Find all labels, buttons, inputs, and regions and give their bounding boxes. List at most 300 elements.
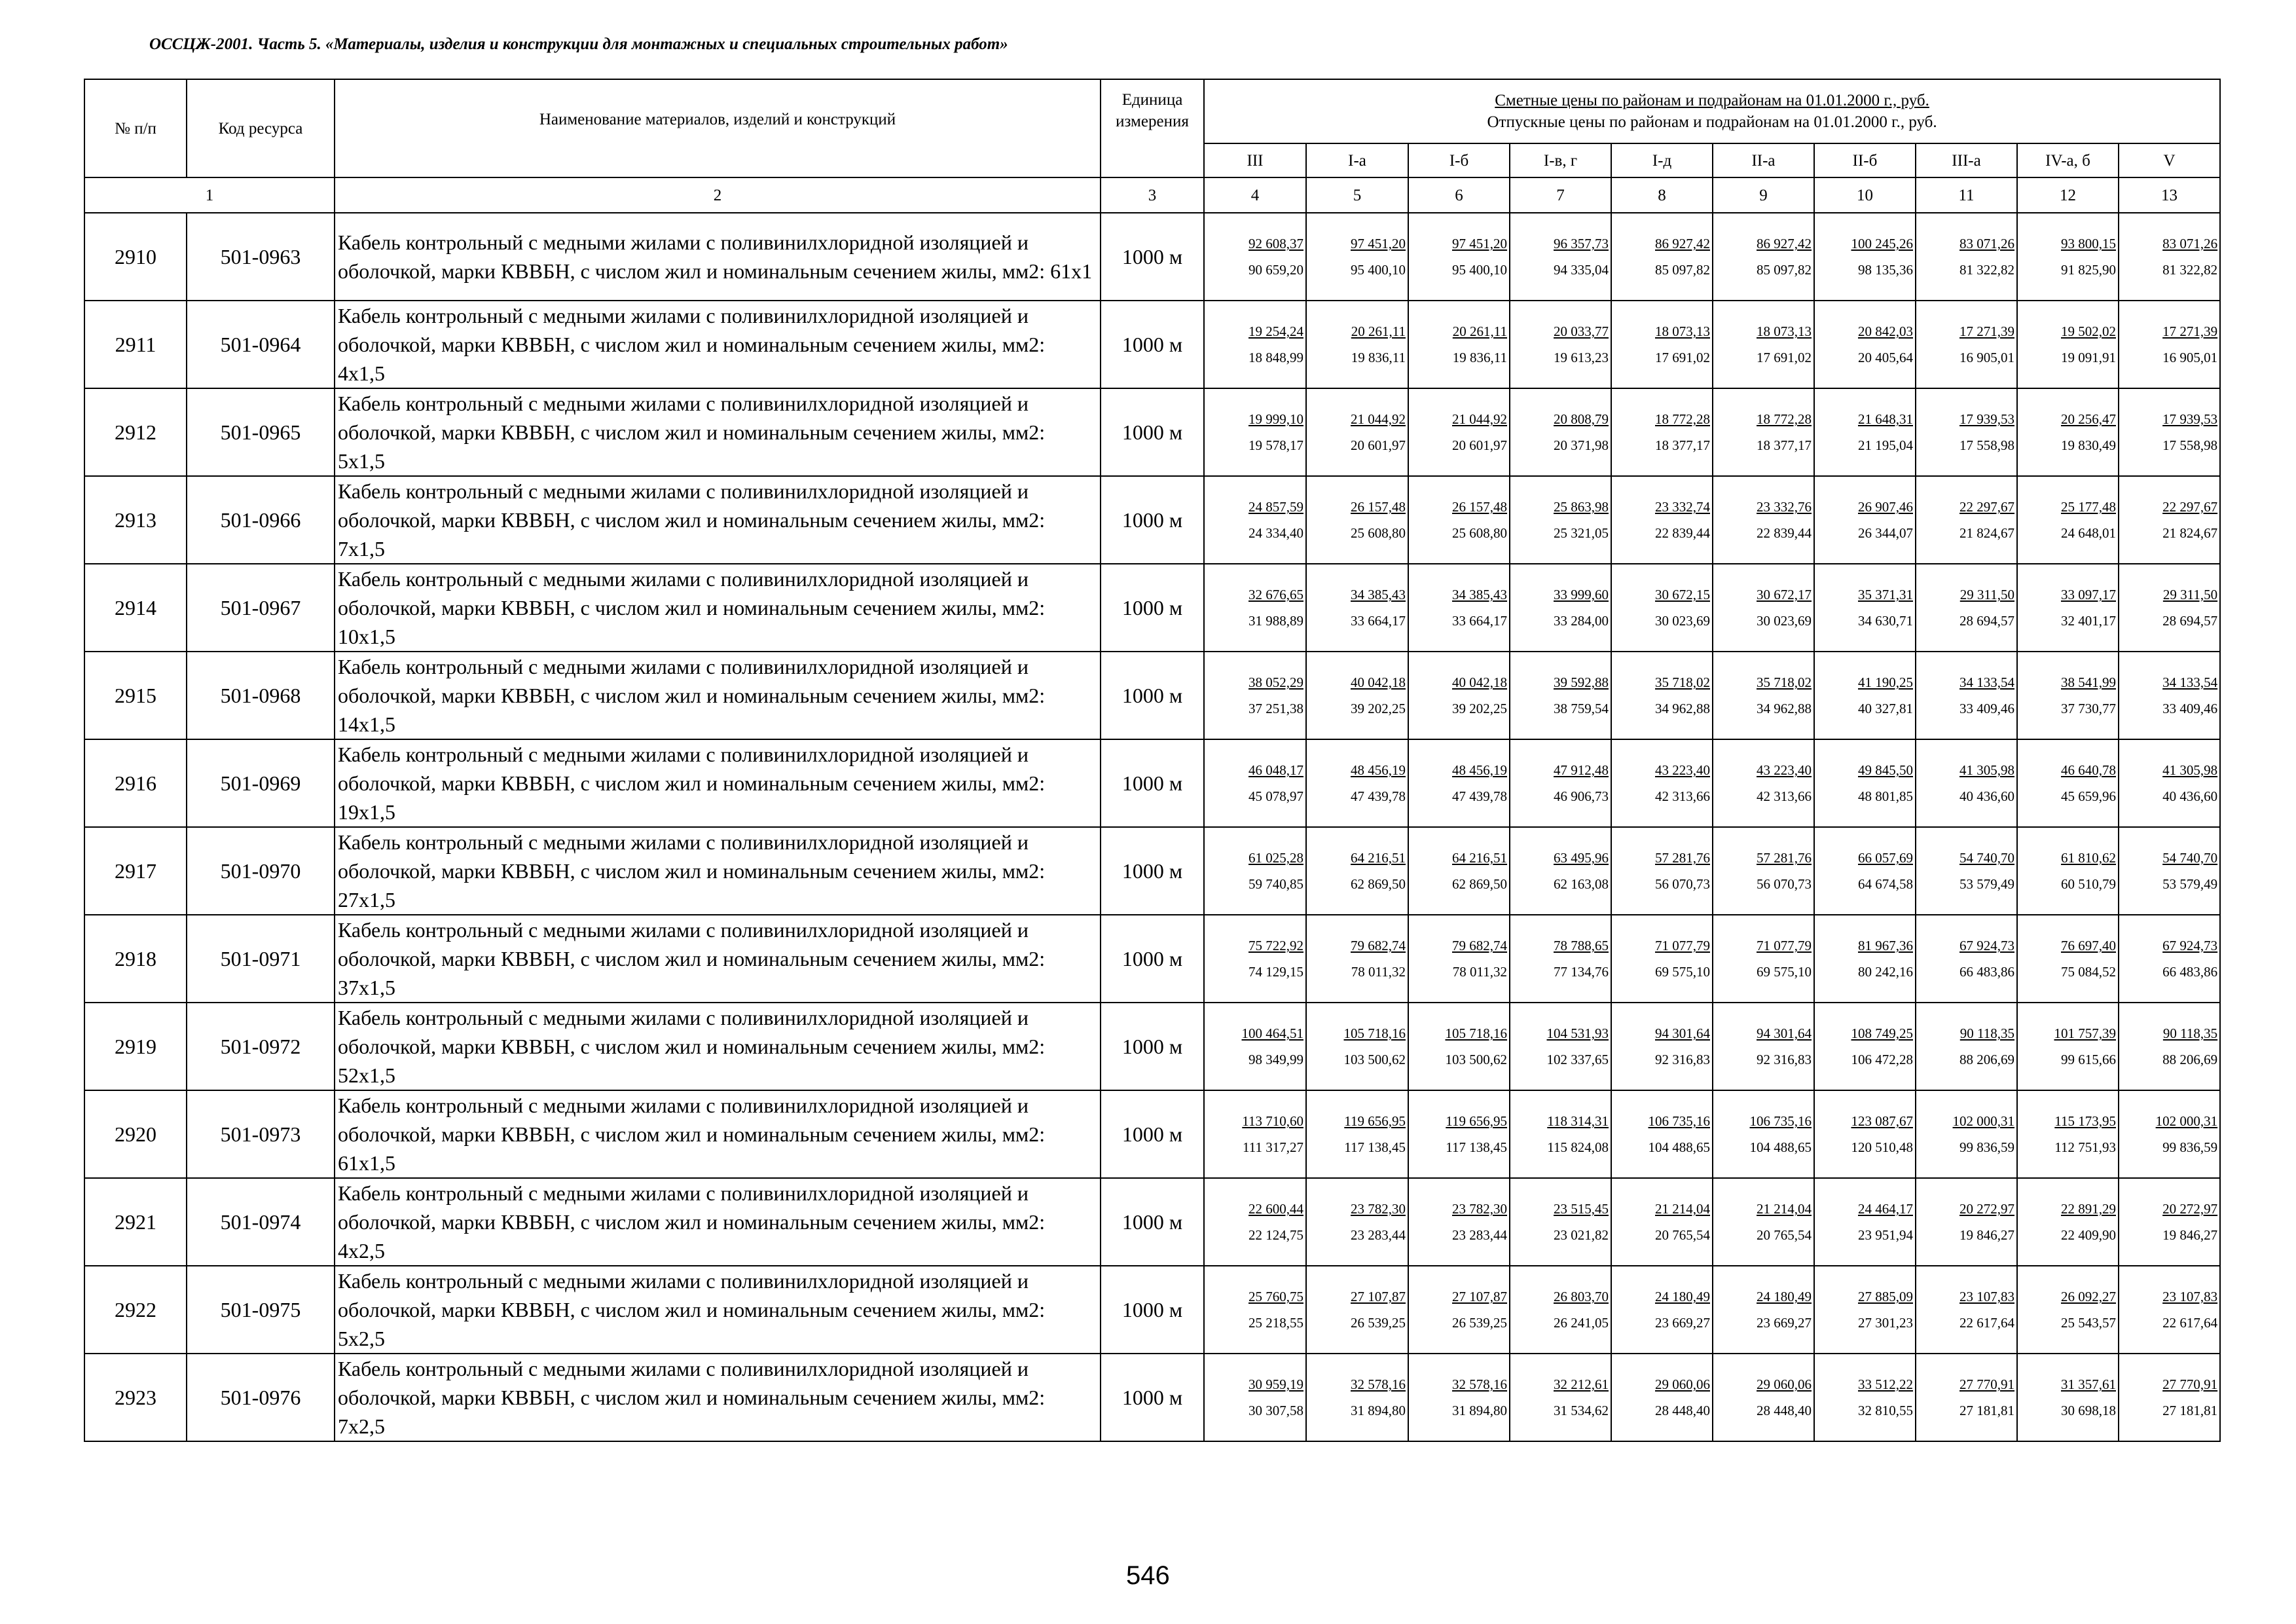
estimate-price: 25 177,48: [2061, 499, 2116, 515]
release-price: 22 124,75: [1248, 1227, 1303, 1243]
release-price: 98 349,99: [1248, 1052, 1303, 1067]
estimate-price: 79 682,74: [1351, 938, 1406, 953]
estimate-price: 101 757,39: [2054, 1025, 2116, 1041]
price-cell: [1306, 1090, 1408, 1178]
price-cell: [1306, 827, 1408, 915]
release-price: 42 313,66: [1655, 788, 1710, 804]
release-price: 91 825,90: [2061, 262, 2116, 278]
price-cell: [1204, 388, 1306, 476]
estimate-price: 27 107,87: [1351, 1289, 1406, 1304]
estimate-price: 119 656,95: [1446, 1113, 1507, 1129]
price-cell: [1916, 1003, 2017, 1090]
unit-of-measure: 1000 м: [1101, 1266, 1204, 1354]
unit-of-measure: 1000 м: [1101, 213, 1204, 301]
price-cell: [2017, 1266, 2119, 1354]
price-cell: [2017, 388, 2119, 476]
estimate-price: 22 297,67: [1959, 499, 2014, 515]
estimate-price: 100 245,26: [1851, 236, 1913, 251]
release-price: 64 674,58: [1858, 876, 1913, 892]
estimate-price: 20 261,11: [1351, 323, 1406, 339]
unit-of-measure: 1000 м: [1101, 652, 1204, 739]
release-price: 23 951,94: [1858, 1227, 1913, 1243]
release-price: 62 869,50: [1452, 876, 1507, 892]
release-price: 40 436,60: [2162, 788, 2218, 804]
price-cell: [1916, 476, 2017, 564]
header-name: Наименование материалов, изделий и конструкций: [335, 79, 1101, 177]
column-number: 8: [1611, 177, 1713, 213]
price-cell: [2017, 564, 2119, 652]
column-number: 6: [1408, 177, 1510, 213]
release-price: 28 448,40: [1655, 1403, 1710, 1418]
estimate-price: 113 710,60: [1242, 1113, 1303, 1129]
price-cell: [1204, 301, 1306, 388]
table-body: [84, 213, 2220, 1441]
release-price: 18 377,17: [1655, 437, 1710, 453]
release-price: 39 202,25: [1452, 701, 1507, 716]
release-price: 88 206,69: [1959, 1052, 2014, 1067]
price-cell: [1306, 1354, 1408, 1441]
price-cell: [1814, 739, 1916, 827]
price-cell: [1408, 1266, 1510, 1354]
release-price: 20 601,97: [1452, 437, 1507, 453]
release-price: 74 129,15: [1248, 964, 1303, 980]
table-row: [84, 1090, 2220, 1178]
release-price: 20 405,64: [1858, 350, 1913, 365]
release-price: 25 608,80: [1351, 525, 1406, 541]
price-cell: [1814, 564, 1916, 652]
release-price: 90 659,20: [1248, 262, 1303, 278]
release-price: 25 608,80: [1452, 525, 1507, 541]
table-row: [84, 827, 2220, 915]
estimate-price: 34 385,43: [1351, 587, 1406, 602]
unit-of-measure: 1000 м: [1101, 1354, 1204, 1441]
estimate-price: 83 071,26: [2162, 236, 2218, 251]
release-price: 20 765,54: [1655, 1227, 1710, 1243]
price-cell: [2017, 301, 2119, 388]
estimate-price: 32 578,16: [1351, 1376, 1406, 1392]
estimate-price: 63 495,96: [1554, 850, 1609, 866]
price-cell: [2017, 1178, 2119, 1266]
price-cell: [1814, 1178, 1916, 1266]
unit-of-measure: 1000 м: [1101, 739, 1204, 827]
price-cell: [2119, 1266, 2220, 1354]
price-cell: [1306, 652, 1408, 739]
column-number: 10: [1814, 177, 1916, 213]
unit-of-measure: 1000 м: [1101, 915, 1204, 1003]
release-price: 37 730,77: [2061, 701, 2116, 716]
estimate-price: 41 190,25: [1858, 674, 1913, 690]
price-cell: [1814, 915, 1916, 1003]
estimate-price: 79 682,74: [1452, 938, 1507, 953]
estimate-price: 31 357,61: [2061, 1376, 2116, 1392]
price-cell: [1916, 1178, 2017, 1266]
row-number: 2914: [84, 564, 187, 652]
estimate-price: 17 271,39: [1959, 323, 2014, 339]
release-price: 45 659,96: [2061, 788, 2116, 804]
price-cell: [2017, 1003, 2119, 1090]
material-name: Кабель контрольный с медными жилами с поливинилхлоридной изоляцией и оболочкой, марки КВВБН, с числом жил и номинальным сечением жилы, мм2: 52х1,5: [335, 1003, 1101, 1090]
estimate-price: 48 456,19: [1452, 762, 1507, 778]
release-price: 22 617,64: [2162, 1315, 2218, 1331]
price-cell: [1204, 564, 1306, 652]
table-row: [84, 1354, 2220, 1441]
estimate-price: 106 735,16: [1749, 1113, 1812, 1129]
estimate-price: 38 052,29: [1248, 674, 1303, 690]
release-price: 21 824,67: [1959, 525, 2014, 541]
release-price: 16 905,01: [1959, 350, 2014, 365]
price-cell: [1204, 476, 1306, 564]
page-number: 546: [1126, 1561, 1170, 1590]
estimate-price: 26 092,27: [2061, 1289, 2116, 1304]
release-price: 34 630,71: [1858, 613, 1913, 629]
price-cell: [2017, 739, 2119, 827]
price-cell: [1916, 1354, 2017, 1441]
release-price: 19 836,11: [1452, 350, 1507, 365]
price-cell: [1204, 915, 1306, 1003]
price-cell: [2017, 476, 2119, 564]
release-price: 53 579,49: [2162, 876, 2218, 892]
price-cell: [2119, 1178, 2220, 1266]
release-price: 30 023,69: [1655, 613, 1710, 629]
header-unit: Единица измерения: [1101, 79, 1204, 177]
estimate-price: 104 531,93: [1546, 1025, 1609, 1041]
estimate-price: 33 097,17: [2061, 587, 2116, 602]
release-price: 19 091,91: [2061, 350, 2116, 365]
row-number: 2921: [84, 1178, 187, 1266]
unit-of-measure: 1000 м: [1101, 388, 1204, 476]
estimate-price: 34 133,54: [2162, 674, 2218, 690]
price-cell: [1306, 915, 1408, 1003]
release-price: 33 284,00: [1554, 613, 1609, 629]
region-header: II-а: [1713, 143, 1814, 177]
price-cell: [1510, 301, 1611, 388]
release-price: 24 334,40: [1248, 525, 1303, 541]
column-number: 3: [1101, 177, 1204, 213]
estimate-price: 118 314,31: [1547, 1113, 1609, 1129]
release-price: 21 195,04: [1858, 437, 1913, 453]
estimate-price: 20 808,79: [1554, 411, 1609, 427]
release-price: 78 011,32: [1452, 964, 1507, 980]
price-cell: [1408, 739, 1510, 827]
price-cell: [1814, 1266, 1916, 1354]
release-price: 98 135,36: [1858, 262, 1913, 278]
estimate-price: 54 740,70: [1959, 850, 2014, 866]
table-row: [84, 915, 2220, 1003]
unit-of-measure: 1000 м: [1101, 827, 1204, 915]
price-cell: [1408, 1003, 1510, 1090]
release-price: 17 558,98: [2162, 437, 2218, 453]
estimate-price: 105 718,16: [1445, 1025, 1507, 1041]
release-price: 17 691,02: [1655, 350, 1710, 365]
table-row: [84, 564, 2220, 652]
price-cell: [1713, 1354, 1814, 1441]
price-cell: [1916, 652, 2017, 739]
price-cell: [1510, 1354, 1611, 1441]
estimate-price: 123 087,67: [1851, 1113, 1913, 1129]
estimate-price: 26 803,70: [1554, 1289, 1609, 1304]
price-cell: [1408, 1090, 1510, 1178]
estimate-price: 49 845,50: [1858, 762, 1913, 778]
price-cell: [1510, 213, 1611, 301]
estimate-price: 18 772,28: [1655, 411, 1710, 427]
price-cell: [1713, 1266, 1814, 1354]
release-price: 27 181,81: [2162, 1403, 2218, 1418]
release-price: 56 070,73: [1655, 876, 1710, 892]
estimate-price: 20 272,97: [1959, 1201, 2014, 1217]
price-cell: [1510, 915, 1611, 1003]
table-row: [84, 476, 2220, 564]
row-number: 2918: [84, 915, 187, 1003]
material-name: Кабель контрольный с медными жилами с поливинилхлоридной изоляцией и оболочкой, марки КВВБН, с числом жил и номинальным сечением жилы, мм2: 7х2,5: [335, 1354, 1101, 1441]
estimate-price: 47 912,48: [1554, 762, 1609, 778]
price-cell: [1306, 213, 1408, 301]
estimate-price: 17 939,53: [2162, 411, 2218, 427]
estimate-price: 17 939,53: [1959, 411, 2014, 427]
release-price: 22 617,64: [1959, 1315, 2014, 1331]
price-cell: [1510, 739, 1611, 827]
release-price: 56 070,73: [1757, 876, 1812, 892]
price-cell: [1510, 1090, 1611, 1178]
release-price: 117 138,45: [1344, 1139, 1406, 1155]
release-price: 102 337,65: [1546, 1052, 1609, 1067]
price-cell: [1916, 1090, 2017, 1178]
release-price: 99 836,59: [2162, 1139, 2218, 1155]
price-cell: [1713, 1003, 1814, 1090]
release-price: 34 962,88: [1655, 701, 1710, 716]
column-number: 4: [1204, 177, 1306, 213]
release-price: 78 011,32: [1351, 964, 1406, 980]
price-cell: [2017, 827, 2119, 915]
release-price: 115 824,08: [1547, 1139, 1609, 1155]
release-price: 111 317,27: [1243, 1139, 1303, 1155]
table-row: [84, 213, 2220, 301]
release-price: 25 321,05: [1554, 525, 1609, 541]
estimate-price: 27 770,91: [2162, 1376, 2218, 1392]
price-cell: [1204, 1003, 1306, 1090]
unit-of-measure: 1000 м: [1101, 1178, 1204, 1266]
price-cell: [1713, 739, 1814, 827]
price-cell: [1510, 652, 1611, 739]
table-row: [84, 1003, 2220, 1090]
resource-code: 501-0973: [187, 1090, 335, 1178]
release-price: 53 579,49: [1959, 876, 2014, 892]
estimate-price: 20 033,77: [1554, 323, 1609, 339]
table-row: [84, 388, 2220, 476]
table-row: [84, 652, 2220, 739]
price-cell: [2017, 1354, 2119, 1441]
release-price: 42 313,66: [1757, 788, 1812, 804]
unit-of-measure: 1000 м: [1101, 564, 1204, 652]
price-cell: [1814, 827, 1916, 915]
price-cell: [1306, 1178, 1408, 1266]
release-price: 22 409,90: [2061, 1227, 2116, 1243]
resource-code: 501-0974: [187, 1178, 335, 1266]
price-cell: [1814, 652, 1916, 739]
release-price: 20 371,98: [1554, 437, 1609, 453]
estimate-price: 34 385,43: [1452, 587, 1507, 602]
release-price: 20 765,54: [1757, 1227, 1812, 1243]
release-price: 19 846,27: [1959, 1227, 2014, 1243]
price-cell: [1408, 652, 1510, 739]
price-cell: [1611, 915, 1713, 1003]
estimate-price: 18 073,13: [1655, 323, 1710, 339]
column-number: 11: [1916, 177, 2017, 213]
estimate-price: 97 451,20: [1452, 236, 1507, 251]
release-price: 59 740,85: [1248, 876, 1303, 892]
release-price: 106 472,28: [1851, 1052, 1913, 1067]
region-header: I-д: [1611, 143, 1713, 177]
row-number: 2923: [84, 1354, 187, 1441]
estimate-price: 46 640,78: [2061, 762, 2116, 778]
estimate-price: 94 301,64: [1757, 1025, 1812, 1041]
price-cell: [1611, 1178, 1713, 1266]
estimate-price: 29 311,50: [2162, 587, 2218, 602]
price-cell: [2119, 739, 2220, 827]
region-header: V: [2119, 143, 2220, 177]
price-cell: [1510, 476, 1611, 564]
estimate-price: 18 073,13: [1757, 323, 1812, 339]
price-cell: [2119, 1090, 2220, 1178]
estimate-price: 81 967,36: [1858, 938, 1913, 953]
price-cell: [1306, 388, 1408, 476]
release-price: 120 510,48: [1851, 1139, 1913, 1155]
release-price: 23 669,27: [1757, 1315, 1812, 1331]
resource-code: 501-0964: [187, 301, 335, 388]
release-price: 104 488,65: [1749, 1139, 1812, 1155]
price-cell: [1306, 476, 1408, 564]
release-price: 32 810,55: [1858, 1403, 1913, 1418]
estimate-price: 106 735,16: [1648, 1113, 1710, 1129]
price-cell: [1408, 476, 1510, 564]
price-cell: [2119, 301, 2220, 388]
estimate-price: 46 048,17: [1248, 762, 1303, 778]
estimate-price: 29 311,50: [1959, 587, 2014, 602]
price-cell: [1814, 476, 1916, 564]
estimate-price: 33 512,22: [1858, 1376, 1913, 1392]
release-price: 28 694,57: [1959, 613, 2014, 629]
release-price: 92 316,83: [1757, 1052, 1812, 1067]
estimate-price: 23 515,45: [1554, 1201, 1609, 1217]
release-price: 31 534,62: [1554, 1403, 1609, 1418]
estimate-price: 48 456,19: [1351, 762, 1406, 778]
release-price: 28 448,40: [1757, 1403, 1812, 1418]
estimate-price: 90 118,35: [2162, 1025, 2218, 1041]
price-cell: [1408, 564, 1510, 652]
row-number: 2910: [84, 213, 187, 301]
estimate-price: 25 760,75: [1248, 1289, 1303, 1304]
price-cell: [1204, 652, 1306, 739]
material-name: Кабель контрольный с медными жилами с поливинилхлоридной изоляцией и оболочкой, марки КВВБН, с числом жил и номинальным сечением жилы, мм2: 5х2,5: [335, 1266, 1101, 1354]
estimate-price: 97 451,20: [1351, 236, 1406, 251]
price-cell: [1510, 1178, 1611, 1266]
price-cell: [1408, 1354, 1510, 1441]
price-cell: [1204, 1178, 1306, 1266]
resource-code: 501-0969: [187, 739, 335, 827]
price-cell: [1713, 301, 1814, 388]
header-estimate-prices: Сметные цены по районам и подрайонам на 01.01.2000 г., руб.: [1495, 92, 1929, 109]
release-price: 33 409,46: [1959, 701, 2014, 716]
release-price: 25 543,57: [2061, 1315, 2116, 1331]
estimate-price: 40 042,18: [1351, 674, 1406, 690]
release-price: 22 839,44: [1757, 525, 1812, 541]
resource-code: 501-0975: [187, 1266, 335, 1354]
price-cell: [1713, 1090, 1814, 1178]
price-cell: [2119, 213, 2220, 301]
material-name: Кабель контрольный с медными жилами с поливинилхлоридной изоляцией и оболочкой, марки КВВБН, с числом жил и номинальным сечением жилы, мм2: 7х1,5: [335, 476, 1101, 564]
release-price: 23 669,27: [1655, 1315, 1710, 1331]
estimate-price: 90 118,35: [1959, 1025, 2014, 1041]
estimate-price: 41 305,98: [1959, 762, 2014, 778]
release-price: 33 409,46: [2162, 701, 2218, 716]
release-price: 66 483,86: [2162, 964, 2218, 980]
price-cell: [1916, 915, 2017, 1003]
price-cell: [1611, 213, 1713, 301]
price-cell: [1916, 388, 2017, 476]
price-cell: [1916, 301, 2017, 388]
estimate-price: 102 000,31: [1952, 1113, 2014, 1129]
release-price: 33 664,17: [1351, 613, 1406, 629]
estimate-price: 30 672,15: [1655, 587, 1710, 602]
price-cell: [1814, 1003, 1916, 1090]
estimate-price: 34 133,54: [1959, 674, 2014, 690]
release-price: 18 377,17: [1757, 437, 1812, 453]
estimate-price: 67 924,73: [2162, 938, 2218, 953]
price-cell: [1611, 301, 1713, 388]
price-cell: [1916, 1266, 2017, 1354]
table-row: [84, 739, 2220, 827]
release-price: 22 839,44: [1655, 525, 1710, 541]
estimate-price: 86 927,42: [1757, 236, 1812, 251]
release-price: 103 500,62: [1343, 1052, 1406, 1067]
estimate-price: 64 216,51: [1452, 850, 1507, 866]
price-cell: [1814, 388, 1916, 476]
release-price: 30 307,58: [1248, 1403, 1303, 1418]
estimate-price: 21 214,04: [1655, 1201, 1710, 1217]
price-cell: [1408, 827, 1510, 915]
release-price: 62 869,50: [1351, 876, 1406, 892]
resource-code: 501-0971: [187, 915, 335, 1003]
price-cell: [1814, 1090, 1916, 1178]
price-cell: [1408, 213, 1510, 301]
release-price: 24 648,01: [2061, 525, 2116, 541]
release-price: 30 023,69: [1757, 613, 1812, 629]
estimate-price: 67 924,73: [1959, 938, 2014, 953]
price-cell: [1408, 915, 1510, 1003]
price-cell: [1611, 476, 1713, 564]
estimate-price: 26 907,46: [1858, 499, 1913, 515]
estimate-price: 24 180,49: [1757, 1289, 1812, 1304]
release-price: 95 400,10: [1452, 262, 1507, 278]
estimate-price: 27 770,91: [1959, 1376, 2014, 1392]
price-cell: [2017, 213, 2119, 301]
row-number: 2920: [84, 1090, 187, 1178]
estimate-price: 23 332,74: [1655, 499, 1710, 515]
row-number: 2919: [84, 1003, 187, 1090]
material-name: Кабель контрольный с медными жилами с поливинилхлоридной изоляцией и оболочкой, марки КВВБН, с числом жил и номинальным сечением жилы, мм2: 61х1,5: [335, 1090, 1101, 1178]
estimate-price: 26 157,48: [1351, 499, 1406, 515]
release-price: 23 021,82: [1554, 1227, 1609, 1243]
price-cell: [2017, 915, 2119, 1003]
release-price: 92 316,83: [1655, 1052, 1710, 1067]
column-number: 7: [1510, 177, 1611, 213]
release-price: 69 575,10: [1655, 964, 1710, 980]
price-cell: [1814, 1354, 1916, 1441]
estimate-price: 24 180,49: [1655, 1289, 1710, 1304]
price-cell: [2017, 1090, 2119, 1178]
release-price: 19 836,11: [1351, 350, 1406, 365]
release-price: 99 836,59: [1959, 1139, 2014, 1155]
estimate-price: 29 060,06: [1757, 1376, 1812, 1392]
